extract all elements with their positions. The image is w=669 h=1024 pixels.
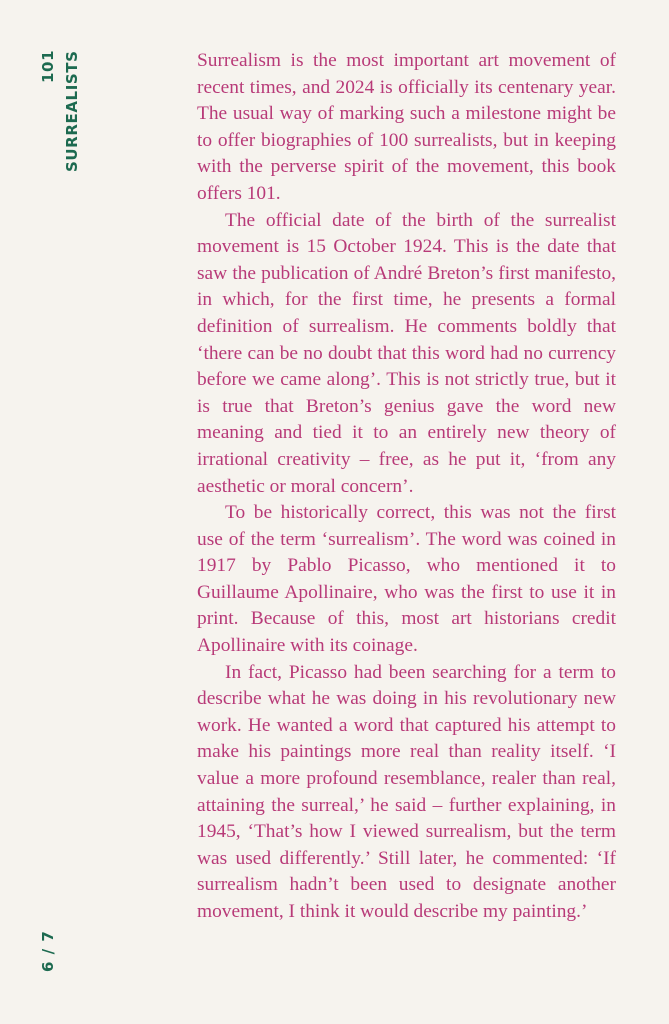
paragraph-3: To be historically correct, this was not the first use of the term ‘surrealism’. The word was coined in 1917 by Pablo Picasso, who mentioned it to Guillaume Apollinaire, who was the first to use it in print. Because of this, most art historians credit Apollinaire with its coinage. [197, 502, 616, 657]
body-text [197, 48, 616, 926]
paragraph-2: The official date of the birth of the surrealist movement is 15 October 1924. This is the date that saw the publication of André Breton’s first manifesto, in which, for the first time, he presents a formal definition of surrealism. He comments boldly that ‘there can be no doubt that this word had no currency before we came along’. This is not strictly true, but it is true that Breton’s genius gave the word new meaning and tied it to an entirely new theory of irrational creativity – free, as he put it, ‘from any aesthetic or moral concern’. [197, 209, 616, 497]
page-number: 6 / 7 [39, 930, 57, 972]
paragraph-4: In fact, Picasso had been searching for a term to describe what he was doing in his revolutionary new work. He wanted a word that captured his attempt to make his paintings more real than reality itself. ‘I value a more profound resemblance, realer than real, attaining the surreal,’ he said – further explaining, in 1945, ‘That’s how I viewed surrealism, but the term was used differently.’ Still later, he commented: ‘If surrealism hadn’t been used to designate another movement, I think it would describe my painting.’ [197, 661, 616, 922]
running-head: 101 SURREALISTS [39, 50, 81, 172]
paragraph-1: Surrealism is the most important art movement of recent times, and 2024 is officially its centenary year. The usual way of marking such a milestone might be to offer biographies of 100 surrealists, but in keeping with the perverse spirit of the movement, this book offers 101. [197, 50, 616, 204]
